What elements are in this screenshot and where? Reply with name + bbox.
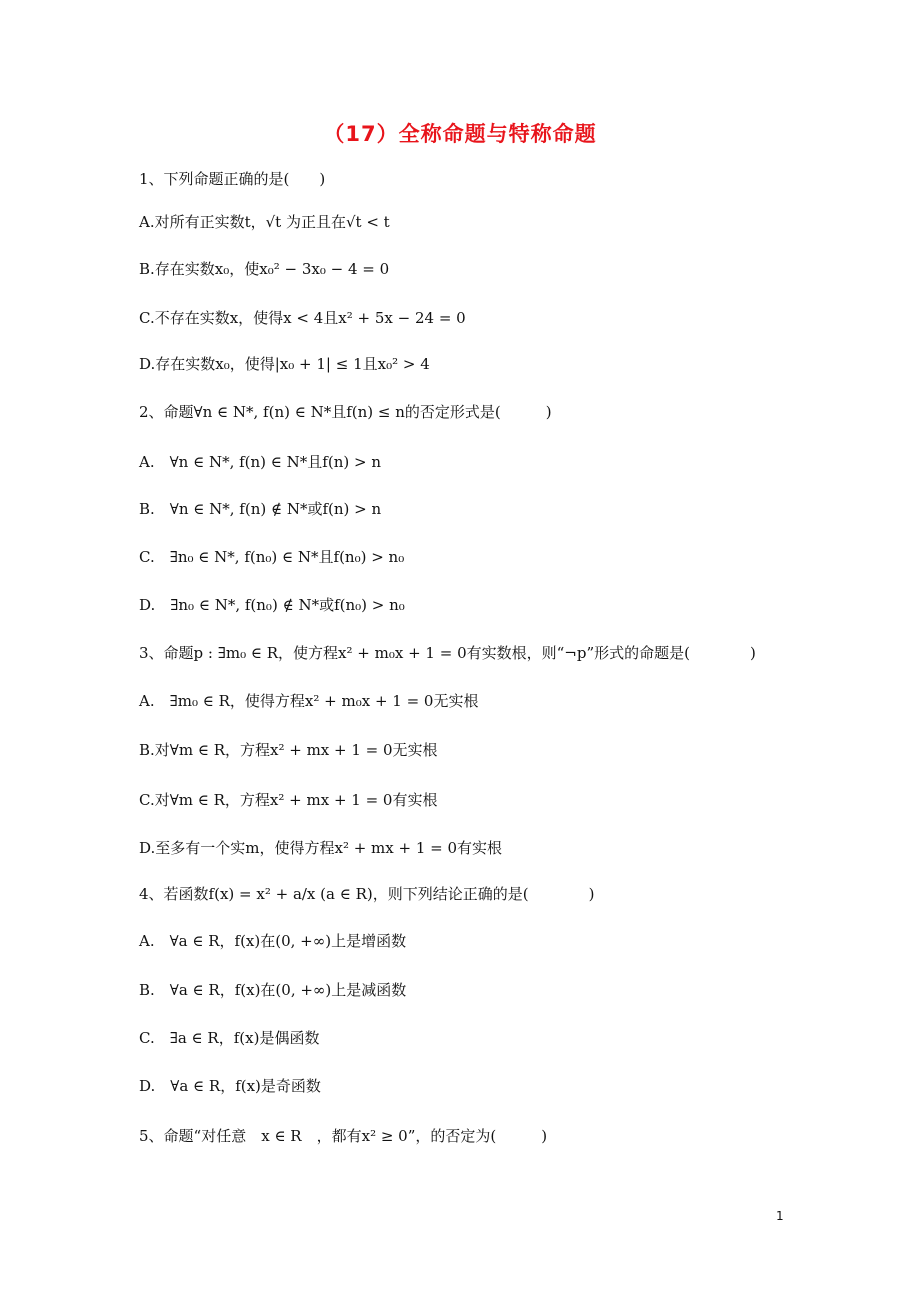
question-2-option-a: A. ∀n ∈ N*, f(n) ∈ N*且f(n) > n: [139, 453, 381, 471]
question-3-stem: 3、命题p : ∃m₀ ∈ R，使方程x² + m₀x + 1 = 0有实数根，则“¬p”形式的命题是( ): [139, 644, 756, 662]
question-4-option-d: D. ∀a ∈ R，f(x)是奇函数: [139, 1077, 321, 1095]
question-2-option-d: D. ∃n₀ ∈ N*, f(n₀) ∉ N*或f(n₀) > n₀: [139, 596, 405, 614]
question-5-stem: 5、命题“对任意 x ∈ R ，都有x² ≥ 0”，的否定为( ): [139, 1127, 548, 1145]
document-title: （17）全称命题与特称命题: [323, 122, 597, 146]
question-2-stem: 2、命题∀n ∈ N*, f(n) ∈ N*且f(n) ≤ n的否定形式是( ): [139, 403, 552, 421]
question-4-option-a: A. ∀a ∈ R，f(x)在(0, +∞)上是增函数: [139, 932, 407, 950]
page-number: 1: [776, 1209, 784, 1223]
question-1-option-a: A.对所有正实数t，√t 为正且在√t < t: [139, 213, 390, 231]
question-1-stem: 1、下列命题正确的是( ): [139, 170, 326, 188]
question-2-option-b: B. ∀n ∈ N*, f(n) ∉ N*或f(n) > n: [139, 500, 382, 518]
question-4-option-b: B. ∀a ∈ R，f(x)在(0, +∞)上是减函数: [139, 981, 407, 999]
question-3-option-d: D.至多有一个实m，使得方程x² + mx + 1 = 0有实根: [139, 839, 503, 857]
question-4-stem: 4、若函数f(x) = x² + a/x (a ∈ R)，则下列结论正确的是( ): [139, 885, 595, 903]
question-4-option-c: C. ∃a ∈ R，f(x)是偶函数: [139, 1029, 320, 1047]
question-1-option-c: C.不存在实数x，使得x < 4且x² + 5x − 24 = 0: [139, 309, 466, 327]
question-1-option-d: D.存在实数x₀，使得|x₀ + 1| ≤ 1且x₀² > 4: [139, 355, 430, 373]
question-3-option-b: B.对∀m ∈ R，方程x² + mx + 1 = 0无实根: [139, 741, 438, 759]
question-3-option-c: C.对∀m ∈ R，方程x² + mx + 1 = 0有实根: [139, 791, 438, 809]
question-1-option-b: B.存在实数x₀，使x₀² − 3x₀ − 4 = 0: [139, 260, 390, 278]
question-3-option-a: A. ∃m₀ ∈ R，使得方程x² + m₀x + 1 = 0无实根: [139, 692, 479, 710]
question-2-option-c: C. ∃n₀ ∈ N*, f(n₀) ∈ N*且f(n₀) > n₀: [139, 548, 405, 566]
